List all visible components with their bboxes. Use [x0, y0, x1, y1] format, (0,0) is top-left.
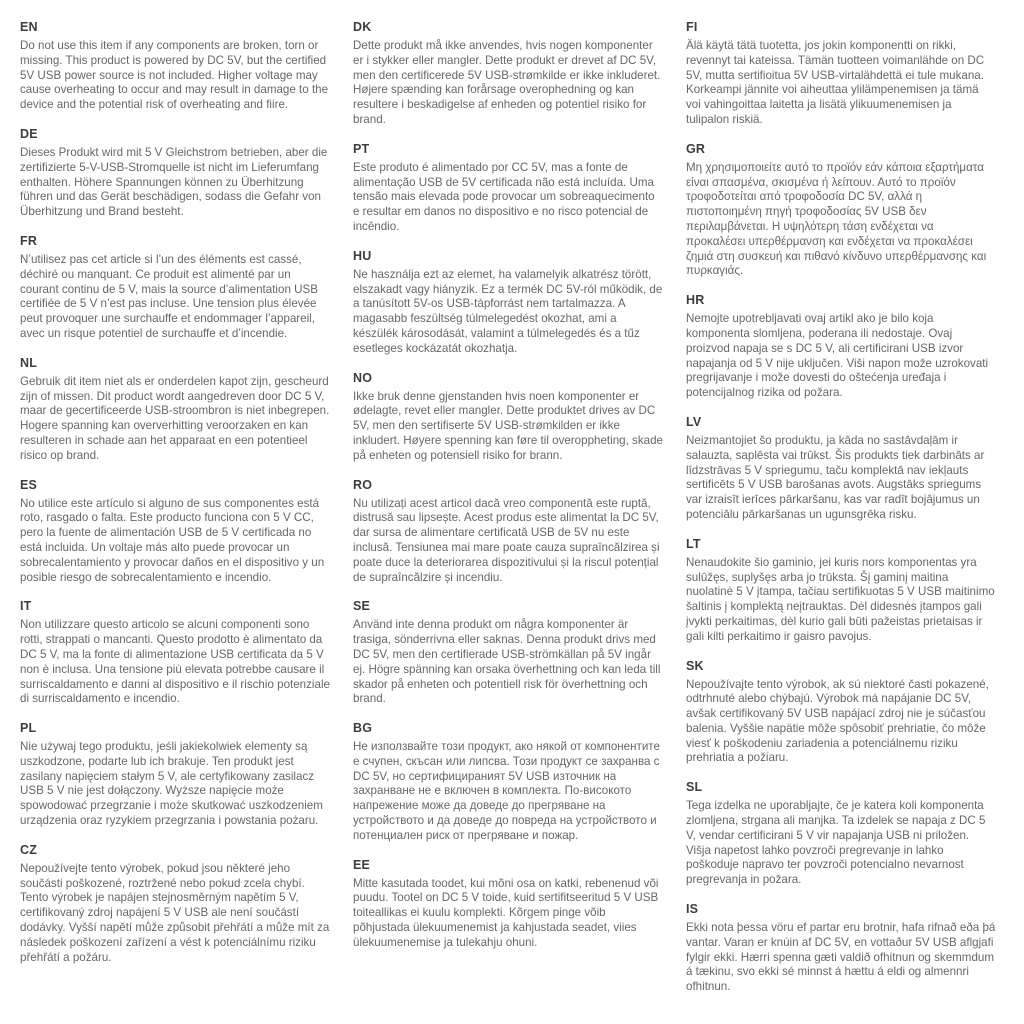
warning-text: Dette produkt må ikke anvendes, hvis nogen komponenter er i stykker eller mangler. Dette produkt er drevet af DC 5V, men den certificerede 5V USB-strømkilde er ikke inkluderet. Højere spænding kan forårsage overophedning og kan resultere i beskadigelse af enheden og potentiel risiko for brand. [353, 39, 661, 126]
warning-text: Do not use this item if any components are broken, torn or missing. This product is powered by DC 5V, but the certified 5V USB power source is not included. Higher voltage may cause overheating to occur and may result in damage to the device and the potential risk of overheating and fiire. [20, 39, 329, 112]
column-2 [353, 20, 663, 1004]
warning-text: Neizmantojiet šo produktu, ja kāda no sastāvdaļām ir salauzta, saplēsta vai trūkst. Šis produkts tiek darbināts ar līdzstrāvas 5 V spriegumu, taču komplektā nav iekļauts sertificēts 5 V USB barošanas avots. Augstāks spriegums var izraisīt ierīces pārkaršanu, kas var radīt bojājumus un potenciālu pārkaršanas un ugunsgrēka risku. [686, 433, 985, 521]
language-section [686, 780, 996, 888]
language-section [353, 20, 663, 128]
language-section [686, 659, 996, 767]
language-code-heading: NL [20, 355, 38, 370]
warning-text: Ne használja ezt az elemet, ha valamelyik alkatrész törött, elszakadt vagy hiányzik. Ez a termék DC 5V-ról működik, de a tanúsított 5V-os USB-tápforrást nem tartalmazza. A magasabb feszültség túlmelegedést okozhat, ami a készülék károsodását, valamint a túlmelegedés és a tűz esetleges kockázatát okozhatja. [353, 267, 663, 355]
language-section [353, 599, 663, 707]
language-code-heading: SL [686, 780, 703, 795]
warning-text: Ekki nota þessa vöru ef partar eru brotnir, hafa rifnað eða þá vantar. Varan er knúin af DC 5V, en vottaður 5V USB aflgjafi fylgir ekki. Hærri spenna gæti valdið ofhitnun og skemmdum á tækinu, svo ekki sé minnst á hættu á eldi og almennri ofhitnun. [686, 921, 996, 994]
language-code-heading: FI [686, 20, 698, 34]
language-section [353, 721, 663, 844]
language-code-heading: DK [353, 20, 372, 34]
warning-text: Nu utilizați acest articol dacă vreo componentă este ruptă, distrusă sau lipsește. Acest produs este alimentat la DC 5V, dar sursa de alimentare certificată USB de 5V nu este inclusă. Tensiunea mai mare poate cauza supraîncălzirea și poate duce la deteriorarea dispozitivului și la riscul potențial de supraîncălzire și incendiu. [353, 496, 660, 584]
language-section [686, 415, 996, 523]
language-code-heading: SE [353, 599, 371, 614]
language-section [686, 142, 996, 279]
language-code-heading: EN [20, 20, 38, 34]
language-code-heading: BG [353, 721, 373, 736]
warning-text: Ikke bruk denne gjenstanden hvis noen komponenter er ødelagte, revet eller mangler. Dette produktet drives av DC 5V, men den sertifiserte 5V USB-strømkilden er ikke inkludert. Høyere spenning kan føre til overoppheting, skade på enheten og potensiell risiko for brann. [353, 389, 663, 462]
warning-text: Älä käytä tätä tuotetta, jos jokin komponentti on rikki, revennyt tai kateissa. Tämän tuotteen voimanlähde on DC 5V, mutta sertifioitua 5V USB-virtalähdettä ei tule mukana. Korkeampi jännite voi aiheuttaa ylilämpenemisen ja tämä voi vahingoittaa laitetta ja lisätä ylikuumenemisen ja tulipalon riskiä. [686, 39, 985, 126]
language-code-heading: PT [353, 141, 370, 156]
language-code-heading: HR [686, 293, 705, 308]
language-code-heading: IT [20, 599, 32, 614]
warning-text: Non utilizzare questo articolo se alcuni componenti sono rotti, strappati o mancanti. Questo prodotto è alimentato da DC 5 V, ma la fonte di alimentazione USB certificata da 5 V non è inclusa. Una tensione più elevata potrebbe causare il surriscaldamento e danni al dispositivo e il rischio potenziale di surriscaldamento e incendio. [20, 618, 330, 706]
language-section [686, 537, 996, 645]
language-code-heading: DE [20, 126, 38, 141]
warning-text: Mitte kasutada toodet, kui mõni osa on katki, rebenenud või puudu. Tootel on DC 5 V toide, kuid sertifitseeritud 5 V USB toiteallikas ei kuulu komplekti. Kõrgem pinge võib põhjustada ülekuumenemist ja kahjustada seadet, viies ülekuumenemise ja tulekahju ohuni. [353, 876, 659, 949]
language-code-heading: NO [353, 370, 373, 385]
language-section [20, 721, 330, 829]
language-code-heading: IS [686, 902, 699, 917]
column-3 [686, 20, 996, 1004]
warning-text: Tega izdelka ne uporabljajte, če je katera koli komponenta zlomljena, strgana ali manjka. Ta izdelek se napaja z DC 5 V, vendar certificirani 5 V vir napajanja USB ni priložen. Višja napetost lahko povzroči pregrevanje in lahko poškoduje napravo ter povzroči potencialno nevarnost pregrevanja in požara. [686, 799, 986, 887]
warning-text: Μη χρησιμοποιείτε αυτό το προϊόν εάν κάποια εξαρτήματα είναι σπασμένα, σκισμένα ή λείπουν. Αυτό το προϊόν τροφοδοτείται από τροφοδοσία DC 5V, αλλά η πιστοποιημένη πηγή τροφοδοσίας 5V USB δεν περιλαμβάνεται. Η υψηλότερη τάση ενδέχεται να προκαλέσει υπερθέρμανση και ενδέχεται να προκαλέσει ζημιά στη συσκευή και πιθανό κίνδυνο υπερθέρμανσης και πυρκαγιάς. [686, 160, 987, 278]
language-section [686, 293, 996, 401]
warning-text: Använd inte denna produkt om några komponenter är trasiga, sönderrivna eller saknas. Denna produkt drivs med DC 5V, men den certifierade USB-strömkällan på 5V ingår ej. Högre spänning kan orsaka överhettning och kan leda till skador på enheten och potentiell risk för överhettning och brand. [353, 618, 661, 706]
language-section [20, 234, 330, 342]
language-section [20, 843, 330, 966]
language-code-heading: GR [686, 141, 706, 156]
warning-text: Gebruik dit item niet als er onderdelen kapot zijn, gescheurd zijn of missen. Dit product wordt aangedreven door DC 5 V, maar de gecertificeerde USB-stroombron is niet inbegrepen. Hogere spanning kan oververhitting veroorzaken en kan resulteren in schade aan het apparaat en een potentieel risico op brand. [20, 374, 330, 462]
warning-text: Nemojte upotrebljavati ovaj artikl ako je bilo koja komponenta slomljena, poderana ili nedostaje. Ovaj proizvod napaja se s DC 5 V, ali certificirani USB izvor napajanja od 5 V nije uključen. Viši napon može uzrokovati pregrijavanje i može dovesti do oštećenja uređaja i potencijalnog rizika od požara. [686, 312, 989, 400]
warning-text: Nepoužívejte tento výrobek, pokud jsou některé jeho součásti poškozené, roztržené nebo pokud zcela chybí. Tento výrobek je napájen stejnosměrným napětím 5 V, certifikovaný zdroj napájení 5 V USB ale není součástí dodávky. Vyšší napětí může způsobit přehřátí a může mít za následek poškození zařízení a vést k potenciálnímu riziku přehřátí a požáru. [20, 861, 330, 964]
language-section [20, 127, 330, 220]
language-code-heading: EE [353, 857, 371, 872]
language-code-heading: RO [353, 477, 373, 492]
warning-text: Nie używaj tego produktu, jeśli jakiekolwiek elementy są uszkodzone, podarte lub ich brakuje. Ten produkt jest zasilany napięciem stałym 5 V, ale certyfikowany zasilacz USB 5 V nie jest dołączony. Wyższe napięcie może spowodować przegrzanie i może skutkować uszkodzeniem urządzenia oraz ryzykiem przegrzania i powstania pożaru. [20, 740, 323, 828]
warning-text: Nepoužívajte tento výrobok, ak sú niektoré časti pokazené, odtrhnuté alebo chýbajú. Výrobok má napájanie DC 5V, avšak certifikovaný 5V USB napájací zdroj nie je súčasťou balenia. Vyššie napätie môže spôsobiť prehriatie, čo môže viesť k poškodeniu zariadenia a potenciálnemu riziku prehriatia a požiaru. [686, 677, 989, 765]
column-1 [20, 20, 330, 1004]
language-section [20, 478, 330, 586]
language-section [353, 371, 663, 464]
warning-text: Este produto é alimentado por CC 5V, mas a fonte de alimentação USB de 5V certificada não está incluída. Uma tensão mais elevada pode provocar um sobreaquecimento e resultar em danos no dispositivo e no risco potencial de incêndio. [353, 160, 655, 233]
language-section [353, 142, 663, 235]
language-code-heading: FR [20, 233, 38, 248]
language-code-heading: SK [686, 658, 704, 673]
language-code-heading: CZ [20, 842, 38, 857]
warning-text: Не използвайте този продукт, ако някой от компонентите е счупен, скъсан или липсва. Този продукт се захранва с DC 5V, но сертифицираният 5V USB източник на захранване не е включен в комплекта. По-високото напрежение може да доведе до прегряване на устройството и да доведе до повреда на устройството и потенциален риск от прегряване и пожар. [353, 740, 660, 842]
warning-text: N’utilisez pas cet article si l’un des éléments est cassé, déchiré ou manquant. Ce produit est alimenté par un courant continu de 5 V, mais la source d’alimentation USB certifiée de 5 V n’est pas incluse. Une tension plus élevée peut provoquer une surchauffe et endommager l’appareil, avec un risque potentiel de surchauffe et d’incendie. [20, 252, 318, 340]
language-code-heading: PL [20, 721, 37, 736]
warning-text: No utilice este artículo si alguno de sus componentes está roto, rasgado o falta. Este producto funciona con 5 V CC, pero la fuente de alimentación USB de 5 V certificada no está incluida. Un voltaje más alto puede provocar un sobrecalentamiento y provocar daños en el dispositivo y un posible riesgo de sobrecalentamiento e incendio. [20, 496, 325, 584]
warning-text: Dieses Produkt wird mit 5 V Gleichstrom betrieben, aber die zertifizierte 5-V-USB-Stromquelle ist nicht im Lieferumfang enthalten. Höhere Spannungen können zu Überhitzung führen und das Gerät beschädigen, sodass die Gefahr von Überhitzung und Brand besteht. [20, 145, 328, 219]
language-code-heading: ES [20, 477, 38, 492]
language-code-heading: HU [353, 248, 372, 263]
language-section [353, 858, 663, 951]
language-section [20, 356, 330, 464]
language-section [686, 20, 996, 128]
language-section [686, 902, 996, 995]
language-section [353, 249, 663, 357]
language-section [20, 599, 330, 707]
language-code-heading: LT [686, 536, 701, 551]
warning-text: Nenaudokite šio gaminio, jei kuris nors komponentas yra sulūžęs, suplyšęs arba jo trūksta. Šį gaminį maitina nuolatinė 5 V įtampa, tačiau sertifikuotas 5 V USB maitinimo šaltinis į komplektą neįtrauktas. Dėl didesnės įtampos gali įvykti perkaitimas, dėl kurio gali būti pažeistas prietaisas ir gali kilti perkaitimo ir gaisro pavojus. [686, 555, 995, 643]
language-section [353, 478, 663, 586]
language-code-heading: LV [686, 414, 702, 429]
language-section [20, 20, 330, 113]
